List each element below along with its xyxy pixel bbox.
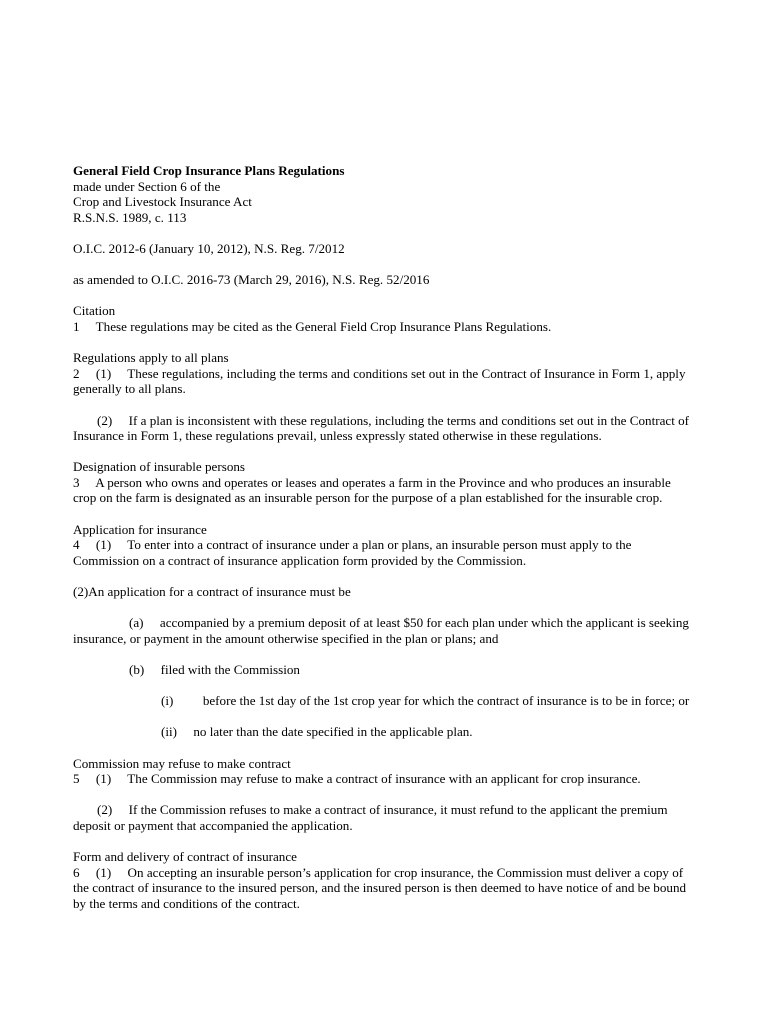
section-4-2-b-ii: (ii) no later than the date specified in the applicable plan. (161, 724, 473, 740)
statute-reference: R.S.N.S. 1989, c. 113 (73, 209, 187, 225)
designation-heading: Designation of insurable persons (73, 459, 246, 475)
form-heading: Form and delivery of contract of insurance (73, 849, 297, 865)
section-2-2: (2) If a plan is inconsistent with these regulations, including the terms and conditions set out in the Contract of Insurance in Form 1, these regulations prevail, unless expressly stated otherwise in these regulations. (73, 412, 690, 444)
section-3: 3 A person who owns and operates or leases and operates a farm in the Province and who produces an insurable crop on the farm is designated as an insurable person for the purpose of a plan established for the insurable crop. (73, 474, 671, 506)
section-4-2-a: (a) accompanied by a premium deposit of at least $50 for each plan under which the applicant is seeking insurance, or payment in the amount otherwise specified in the plan or plans; and (73, 615, 689, 646)
section-4-2: (2)An application for a contract of insurance must be (73, 584, 351, 600)
section-5-1: 5 (1) The Commission may refuse to make a contract of insurance with an applicant for crop insurance. (73, 771, 641, 787)
refuse-heading: Commission may refuse to make contract (73, 755, 291, 771)
section-4-1: 4 (1) To enter into a contract of insurance under a plan or plans, an insurable person must apply to the Commission on a contract of insurance application form provided by the Commission. (73, 537, 632, 568)
section-4-2-b: (b) filed with the Commission (129, 662, 300, 677)
oic-reference: O.I.C. 2012-6 (January 10, 2012), N.S. Reg. 7/2012 (73, 240, 345, 256)
section-5-2: (2) If the Commission refuses to make a contract of insurance, it must refund to the applicant the premium deposit or payment that accompanied the application. (73, 802, 668, 833)
enabling-section: made under Section 6 of the (73, 178, 221, 194)
amendment-reference: as amended to O.I.C. 2016-73 (March 29, 2016), N.S. Reg. 52/2016 (73, 272, 430, 288)
section-2-1: 2 (1) These regulations, including the terms and conditions set out in the Contract of Insurance in Form 1, apply generally to all plans. (73, 365, 686, 397)
section-6-1: 6 (1) On accepting an insurable person’s application for crop insurance, the Commission must deliver a copy of the contract of insurance to the insured person, and the insured person is then deemed to have notice of and be bound by the terms and conditions of the contract. (73, 864, 687, 911)
application-heading: Application for insurance (73, 521, 207, 537)
act-name: Crop and Livestock Insurance Act (73, 194, 252, 210)
section-1: 1 These regulations may be cited as the General Field Crop Insurance Plans Regulations. (73, 318, 552, 334)
apply-heading: Regulations apply to all plans (73, 350, 229, 366)
citation-heading: Citation (73, 303, 116, 319)
document-title: General Field Crop Insurance Plans Regulations (73, 163, 345, 178)
document-page (73, 163, 693, 912)
section-4-2-b-i: (i) before the 1st day of the 1st crop year for which the contract of insurance is to be in force; or (161, 693, 690, 709)
